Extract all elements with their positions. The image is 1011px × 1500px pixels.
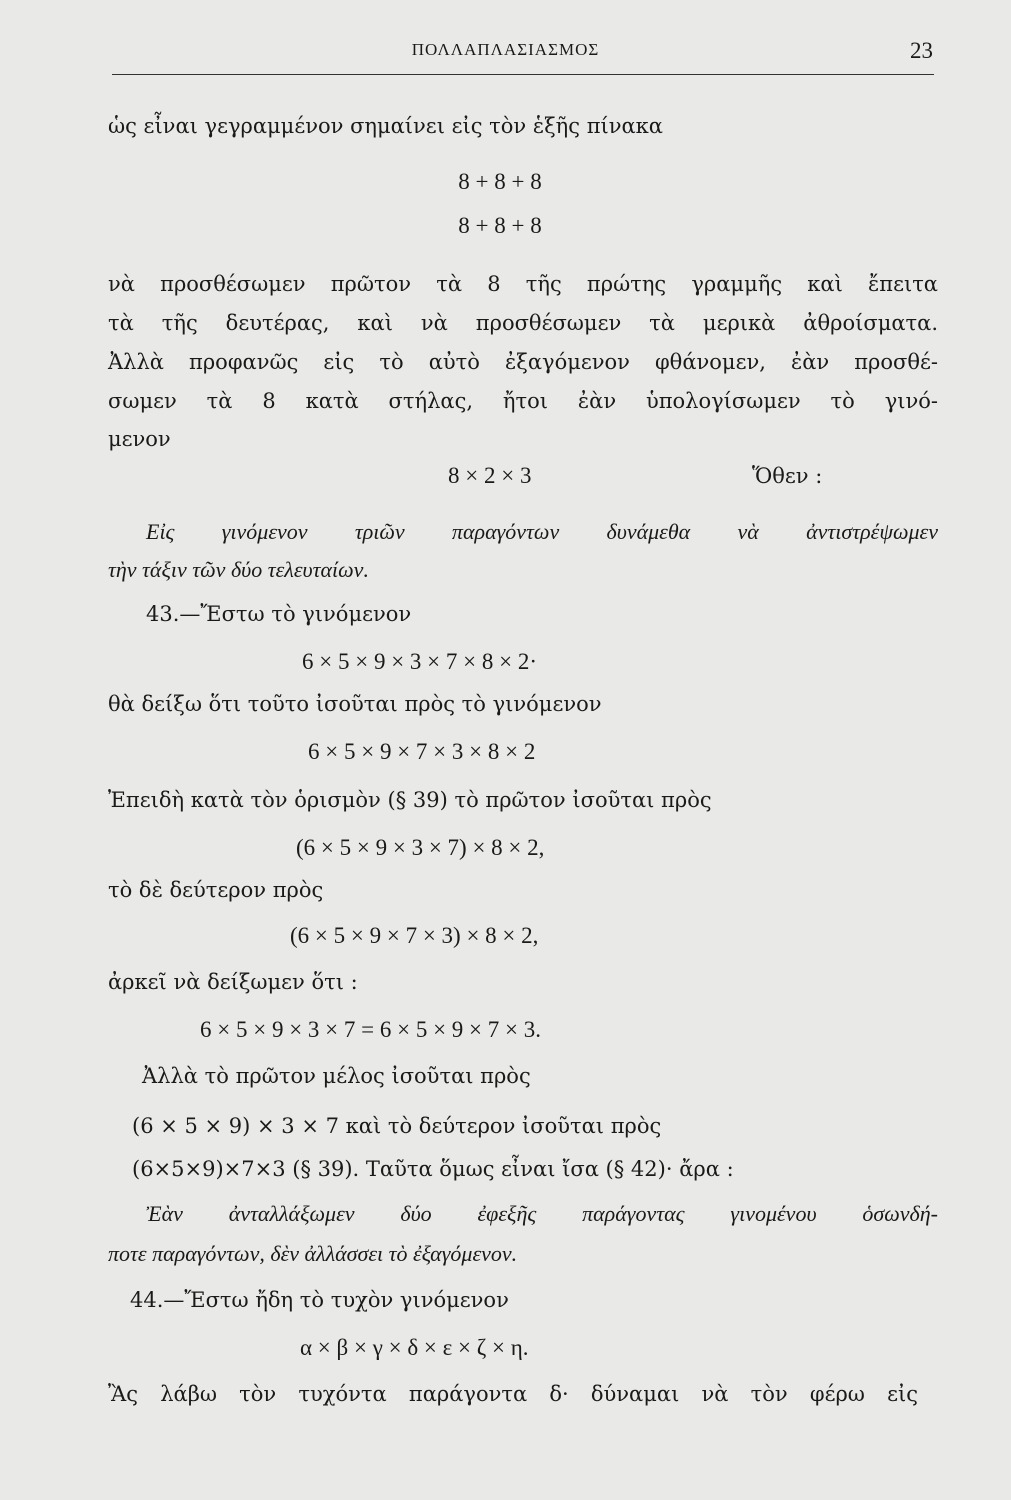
text-line: νὰ προσθέσωμεν πρῶτον τὰ 8 τῆς πρώτης γραμμῆς καὶ ἔπειτα [108, 272, 938, 296]
text-line: (6×5×9)×7×3 (§ 39). Ταῦτα ὅμως εἶναι ἴσα (§ 42)· ἄρα : [132, 1157, 734, 1181]
equation-line: 6 × 5 × 9 × 3 × 7 × 8 × 2· [302, 649, 537, 674]
running-header-title: ΠΟΛΛΑΠΛΑΣΙΑΣΜΟΣ [411, 40, 600, 59]
equation-line: α × β × γ × δ × ε × ζ × η. [300, 1335, 529, 1360]
section-heading-line: 43.—Ἔστω τὸ γινόμενον [146, 602, 412, 626]
text-line: Ἂς λάβω τὸν τυχόντα παράγοντα δ· δύναμαι νὰ τὸν φέρω εἰς [108, 1382, 918, 1406]
page-number: 23 [910, 38, 933, 63]
equation-line: 8 + 8 + 8 [458, 169, 542, 194]
italic-theorem-line: Ἐὰν ἀνταλλάξωμεν δύο ἐφεξῆς παράγοντας γινομένου ὁσωνδή- [146, 1201, 938, 1226]
text-line: Ἀλλὰ προφανῶς εἰς τὸ αὐτὸ ἐξαγόμενον φθάνομεν, ἐὰν προσθέ- [108, 350, 938, 374]
text-line: τὸ δὲ δεύτερον πρὸς [108, 878, 324, 902]
italic-theorem-line: ποτε παραγόντων, δὲν ἀλλάσσει τὸ ἐξαγόμενον. [108, 1241, 518, 1266]
text-line: Ἐπειδὴ κατὰ τὸν ὁρισμὸν (§ 39) τὸ πρῶτον ἰσοῦται πρὸς [108, 788, 712, 812]
section-heading-line: 44.—Ἔστω ἤδη τὸ τυχὸν γινόμενον [130, 1288, 509, 1312]
text-line: Ἀλλὰ τὸ πρῶτον μέλος ἰσοῦται πρὸς [142, 1064, 531, 1088]
text-line: σωμεν τὰ 8 κατὰ στήλας, ἤτοι ἐὰν ὑπολογίσωμεν τὸ γινό- [108, 389, 938, 413]
text-line: ὡς εἶναι γεγραμμένον σημαίνει εἰς τὸν ἑξῆς πίνακα [108, 114, 663, 138]
equation-line: (6 × 5 × 9 × 3 × 7) × 8 × 2, [296, 835, 545, 860]
text-line: (6 × 5 × 9) × 3 × 7 καὶ τὸ δεύτερον ἰσοῦται πρὸς [132, 1114, 662, 1138]
text-line: Ὅθεν : [752, 464, 823, 488]
equation-line: 8 × 2 × 3 [448, 463, 532, 488]
text-line: ἀρκεῖ νὰ δείξωμεν ὅτι : [108, 970, 358, 994]
text-line: μενον [108, 427, 171, 451]
header-rule [112, 74, 934, 75]
italic-theorem-line: Εἰς γινόμενον τριῶν παραγόντων δυνάμεθα νὰ ἀντιστρέψωμεν [146, 519, 938, 544]
italic-theorem-line: τὴν τάξιν τῶν δύο τελευταίων. [108, 557, 369, 582]
equation-line: 6 × 5 × 9 × 7 × 3 × 8 × 2 [308, 739, 536, 764]
equation-line: 6 × 5 × 9 × 3 × 7 = 6 × 5 × 9 × 7 × 3. [200, 1017, 541, 1042]
equation-line: 8 + 8 + 8 [458, 213, 542, 238]
text-line: τὰ τῆς δευτέρας, καὶ νὰ προσθέσωμεν τὰ μερικὰ ἀθροίσματα. [108, 311, 938, 335]
equation-line: (6 × 5 × 9 × 7 × 3) × 8 × 2, [290, 923, 539, 948]
text-line: θὰ δείξω ὅτι τοῦτο ἰσοῦται πρὸς τὸ γινόμενον [108, 692, 602, 716]
